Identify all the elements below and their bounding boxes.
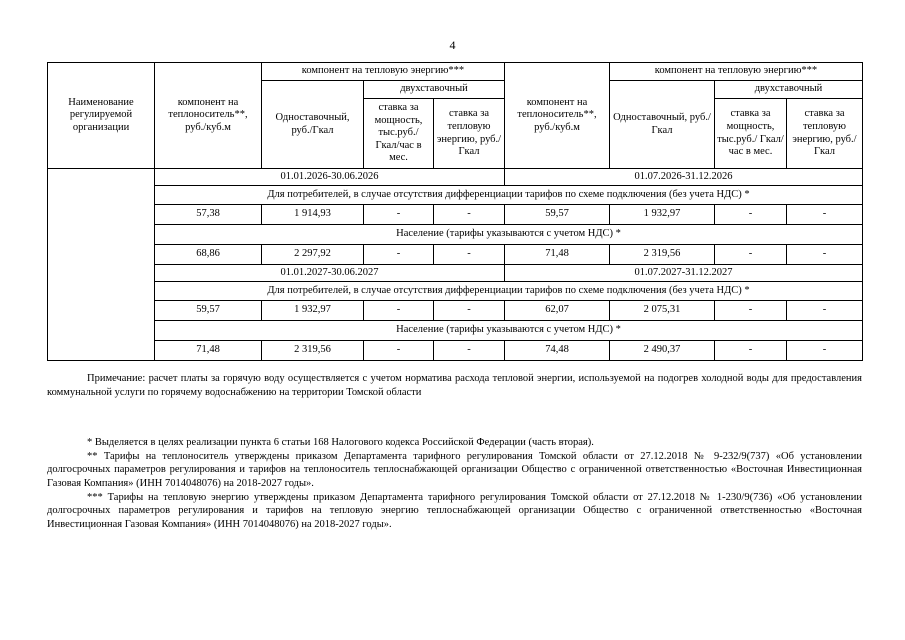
table-cell: 59,57 — [505, 205, 610, 225]
table-row — [48, 301, 863, 321]
table-cell: - — [715, 245, 787, 265]
table-cell: - — [364, 341, 434, 361]
table-cell: 1 932,97 — [262, 301, 364, 321]
table-cell: 2 319,56 — [262, 341, 364, 361]
energy-component-header: компонент на тепловую энергию*** — [610, 63, 863, 81]
note-text: Примечание: расчет платы за горячую воду осуществляется с учетом норматива расхода тепловой энергии, используемой на подогрев холодной воды для предоставления коммунальной услуги по горячему водоснабжению на территории Томской области — [47, 373, 862, 398]
org-name-header: Наименование регулируемой организации — [48, 63, 155, 169]
period-label: 01.07.2026-31.12.2026 — [505, 169, 863, 186]
table-cell: - — [434, 341, 505, 361]
single-rate-header: Одноставочный, руб./Гкал — [610, 81, 715, 169]
table-cell: 71,48 — [155, 341, 262, 361]
footnotes — [47, 436, 862, 531]
table-cell: 2 075,31 — [610, 301, 715, 321]
coolant-header: компонент на теплоноситель**, руб./куб.м — [505, 63, 610, 169]
table-row — [48, 205, 863, 225]
table-cell: 1 914,93 — [262, 205, 364, 225]
table-cell: 2 297,92 — [262, 245, 364, 265]
footnote-energy: *** Тарифы на тепловую энергию утверждены приказом Департамента тарифного регулирования Томской области от 27.12.2018 № 1-230/9(736) «Об установлении долгосрочных параметров регулирования и тарифов на тепловую энергию теплоснабжающей организации Общество с ограниченной ответственностью «Восточная Инвестиционная Газовая Компания» (ИНН 7014048076) на 2018-2027 годы». — [47, 491, 862, 530]
table-cell: 2 490,37 — [610, 341, 715, 361]
table-cell: 2 319,56 — [610, 245, 715, 265]
energy-rate-header: ставка за тепловую энергию, руб./Гкал — [434, 99, 505, 169]
table-cell: - — [364, 245, 434, 265]
table-cell: - — [715, 301, 787, 321]
table-cell: - — [787, 205, 863, 225]
table-cell: 59,57 — [155, 301, 262, 321]
table-cell: - — [787, 341, 863, 361]
two-rate-header: двухставочный — [715, 81, 863, 99]
group-row — [48, 186, 863, 205]
table-cell: - — [364, 205, 434, 225]
group-row — [48, 225, 863, 245]
capacity-rate-header: ставка за мощность, тыс.руб./ Гкал/час в мес. — [364, 99, 434, 169]
coolant-header: компонент на теплоноситель**, руб./куб.м — [155, 63, 262, 169]
energy-rate-header: ставка за тепловую энергию, руб./Гкал — [787, 99, 863, 169]
table-cell: 74,48 — [505, 341, 610, 361]
group-row — [48, 321, 863, 341]
table-cell: 68,86 — [155, 245, 262, 265]
footnote-vat: * Выделяется в целях реализации пункта 6 статьи 168 Налогового кодекса Российской Федерации (часть вторая). — [87, 437, 594, 448]
capacity-rate-header: ставка за мощность, тыс.руб./ Гкал/час в мес. — [715, 99, 787, 169]
table-cell: - — [364, 301, 434, 321]
period-label: 01.07.2027-31.12.2027 — [505, 265, 863, 282]
footnote-coolant: ** Тарифы на теплоноситель утверждены приказом Департамента тарифного регулирования Томской области от 27.12.2018 № 9-232/9(737) «Об установлении долгосрочных параметров регулирования и тарифов на теплоноситель теплоснабжающей организации Общество с ограниченной ответственностью «Восточная Инвестиционная Газовая Компания» (ИНН 7014048076) на 2018-2027 годы». — [47, 450, 862, 489]
table-row — [48, 245, 863, 265]
table-cell: - — [787, 245, 863, 265]
group-label: Для потребителей, в случае отсутствия дифференциации тарифов по схеме подключения (без учета НДС) * — [155, 186, 863, 205]
table-cell: - — [434, 205, 505, 225]
table-cell: - — [787, 301, 863, 321]
table-cell: 57,38 — [155, 205, 262, 225]
table-cell: - — [434, 245, 505, 265]
table-cell: 62,07 — [505, 301, 610, 321]
table-row — [48, 341, 863, 361]
header-row-1 — [48, 63, 863, 81]
period-row — [48, 265, 863, 282]
note — [47, 372, 862, 399]
org-name-cell — [48, 169, 155, 361]
table-cell: - — [434, 301, 505, 321]
table-cell: 71,48 — [505, 245, 610, 265]
page-number: 4 — [449, 38, 456, 52]
period-label: 01.01.2027-30.06.2027 — [155, 265, 505, 282]
energy-component-header: компонент на тепловую энергию*** — [262, 63, 505, 81]
tariff-table — [47, 62, 863, 361]
period-label: 01.01.2026-30.06.2026 — [155, 169, 505, 186]
group-label: Население (тарифы указываются с учетом НДС) * — [155, 225, 863, 245]
group-label: Для потребителей, в случае отсутствия дифференциации тарифов по схеме подключения (без учета НДС) * — [155, 282, 863, 301]
table-cell: - — [715, 205, 787, 225]
group-row — [48, 282, 863, 301]
table-cell: - — [715, 341, 787, 361]
two-rate-header: двухставочный — [364, 81, 505, 99]
period-row — [48, 169, 863, 186]
table-cell: 1 932,97 — [610, 205, 715, 225]
group-label: Население (тарифы указываются с учетом НДС) * — [155, 321, 863, 341]
single-rate-header: Одноставочный, руб./Гкал — [262, 81, 364, 169]
